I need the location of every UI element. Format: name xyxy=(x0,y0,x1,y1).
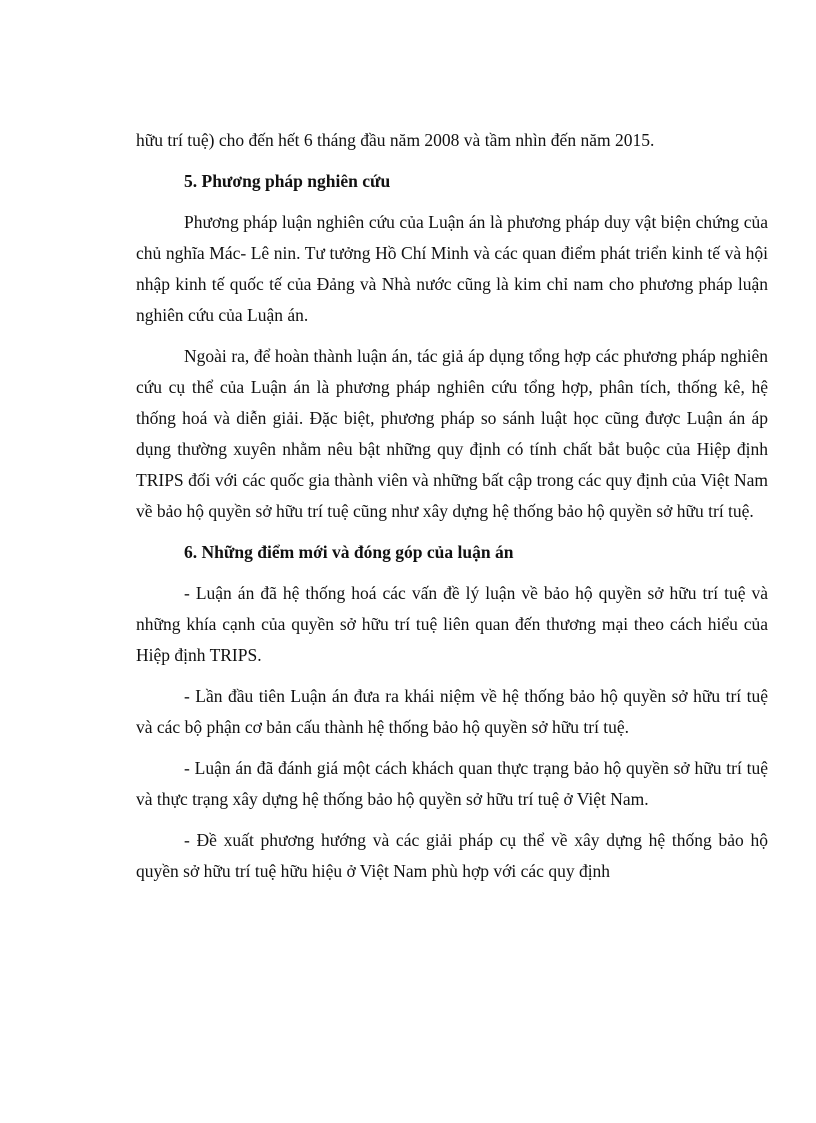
paragraph-continuation: hữu trí tuệ) cho đến hết 6 tháng đầu năm 2008 và tầm nhìn đến năm 2015. xyxy=(136,130,655,150)
contribution-item-2: - Lần đầu tiên Luận án đưa ra khái niệm về hệ thống bảo hộ quyền sở hữu trí tuệ và các bộ phận cơ bản cấu thành hệ thống bảo hộ quyền sở hữu trí tuệ. xyxy=(136,686,768,737)
section-heading-contributions: 6. Những điểm mới và đóng góp của luận án xyxy=(184,542,514,562)
contribution-item-3: - Luận án đã đánh giá một cách khách quan thực trạng bảo hộ quyền sở hữu trí tuệ và thực trạng xây dựng hệ thống bảo hộ quyền sở hữu trí tuệ ở Việt Nam. xyxy=(136,758,768,809)
contribution-item-4: - Đề xuất phương hướng và các giải pháp cụ thể về xây dựng hệ thống bảo hộ quyền sở hữu trí tuệ hữu hiệu ở Việt Nam phù hợp với các quy định xyxy=(136,830,768,881)
document-body xyxy=(136,125,768,897)
paragraph-methodology: Phương pháp luận nghiên cứu của Luận án là phương pháp duy vật biện chứng của chủ nghĩa Mác- Lê nin. Tư tưởng Hồ Chí Minh và các quan điểm phát triển kinh tế và hội nhập kinh tế quốc tế của Đảng và Nhà nước cũng là kim chỉ nam cho phương pháp luận nghiên cứu của Luận án. xyxy=(136,212,768,325)
section-heading-research-methods: 5. Phương pháp nghiên cứu xyxy=(184,171,391,191)
paragraph-specific-methods: Ngoài ra, để hoàn thành luận án, tác giả áp dụng tổng hợp các phương pháp nghiên cứu cụ thể của Luận án là phương pháp nghiên cứu tổng hợp, phân tích, thống kê, hệ thống hoá và diễn giải. Đặc biệt, phương pháp so sánh luật học cũng được Luận án áp dụng thường xuyên nhằm nêu bật những quy định có tính chất bắt buộc của Hiệp định TRIPS đối với các quốc gia thành viên và những bất cập trong các quy định của Việt Nam về bảo hộ quyền sở hữu trí tuệ cũng như xây dựng hệ thống bảo hộ quyền sở hữu trí tuệ. xyxy=(136,346,768,521)
contribution-item-1: - Luận án đã hệ thống hoá các vấn đề lý luận về bảo hộ quyền sở hữu trí tuệ và những khía cạnh của quyền sở hữu trí tuệ liên quan đến thương mại theo cách hiểu của Hiệp định TRIPS. xyxy=(136,583,768,665)
